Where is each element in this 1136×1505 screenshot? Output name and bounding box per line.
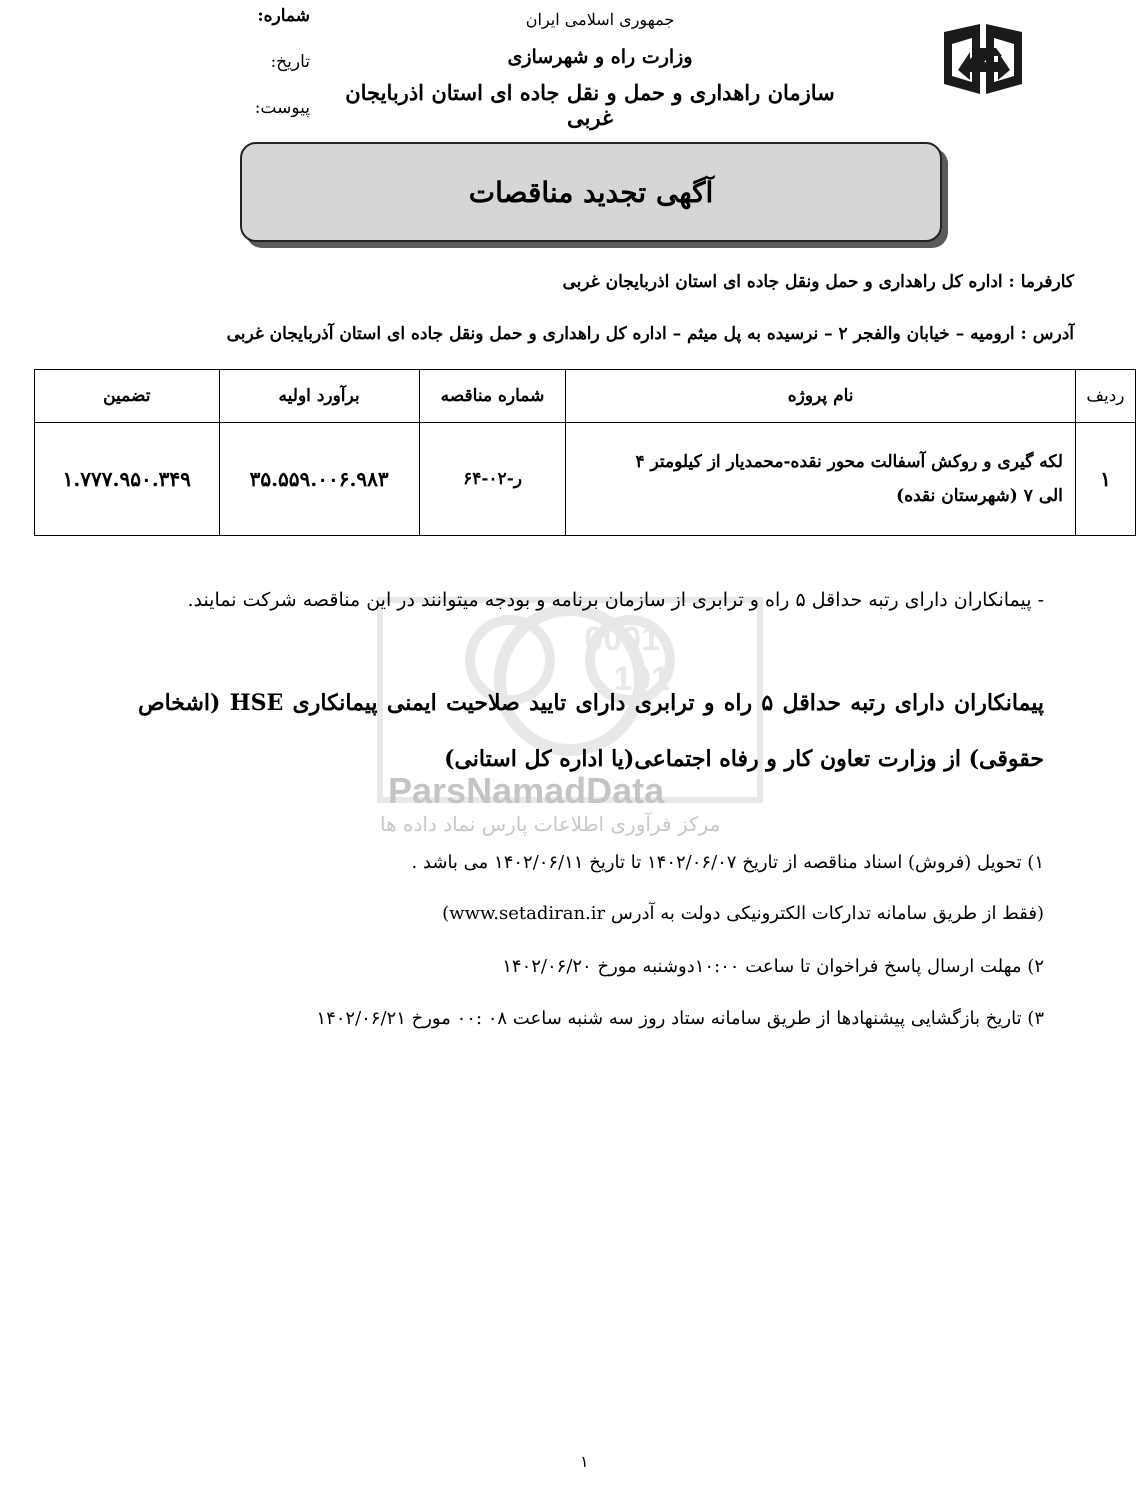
svg-text:101: 101	[613, 660, 670, 698]
attachment-label: پیوست:	[254, 98, 310, 118]
cell-tender-number: ۶۴-ر-۰۲	[419, 423, 566, 536]
republic-title: جمهوری اسلامی ایران	[525, 10, 675, 29]
page-number: ۱	[580, 1452, 589, 1471]
employer-line: کارفرما : اداره کل راهداری و حمل ونقل جاده ای استان اذربایجان غربی	[562, 272, 1074, 292]
item-setad-note: (فقط از طریق سامانه تدارکات الکترونیکی دولت به آدرس www.setadiran.ir)	[442, 903, 1044, 924]
ministry-title: وزارت راه و شهرسازی	[507, 46, 693, 68]
header-tender-number: شماره مناقصه	[419, 370, 566, 423]
header-radif: ردیف	[1075, 370, 1135, 423]
watermark-text: ParsNamadData	[388, 770, 665, 811]
header-bond: تضمین	[35, 370, 220, 423]
svg-text:0001: 0001	[584, 620, 660, 658]
eligibility-paragraph: - پیمانکاران دارای رتبه حداقل ۵ راه و ترابری از سازمان برنامه و بودجه میتوانند در این مناقصه شرکت نمایند.	[187, 589, 1044, 611]
item-document-delivery: ۱) تحویل (فروش) اسناد مناقصه از تاریخ ۱۴۰۲/۰۶/۰۷ تا تاریخ ۱۴۰۲/۰۶/۱۱ می باشد .	[411, 852, 1044, 873]
cell-estimate: ۳۵.۵۵۹.۰۰۶.۹۸۳	[219, 423, 419, 536]
date-label: تاریخ:	[270, 52, 310, 72]
header-estimate: برآورد اولیه	[219, 370, 419, 423]
organization-title: سازمان راهداری و حمل و نقل جاده ای استان اذربایجان غربی	[345, 80, 835, 130]
announcement-title: آگهی تجدید مناقصات	[468, 175, 714, 209]
cell-radif: ۱	[1075, 423, 1135, 536]
address-line: آدرس : ارومیه – خیابان والفجر ۲ – نرسیده به پل میثم – اداره کل راهداری و حمل ونقل جاده ای استان آذربایجان غربی	[226, 324, 1074, 344]
table-header-row	[35, 370, 1136, 423]
cell-project-name	[566, 423, 1076, 536]
road-organization-logo-icon	[940, 22, 1026, 102]
watermark-subtitle: مرکز فرآوری اطلاعات پارس نماد داده ها	[380, 812, 721, 836]
item-response-deadline: ۲) مهلت ارسال پاسخ فراخوان تا ساعت ۱۰:۰۰دوشنبه مورخ ۱۴۰۲/۰۶/۲۰	[502, 956, 1044, 977]
cell-bond: ۱.۷۷۷.۹۵۰.۳۴۹	[35, 423, 220, 536]
announcement-banner	[240, 142, 942, 242]
hse-paragraph: پیمانکاران دارای رتبه حداقل ۵ راه و ترابری دارای تایید صلاحیت ایمنی پیمانکاری HSE (اشخاص حقوقی) از وزارت تعاون کار و رفاه اجتماعی(یا اداره کل استانی)	[138, 690, 1045, 772]
tender-table	[34, 369, 1136, 536]
project-name-line1: لکه گیری و روکش آسفالت محور نقده-محمدیار از کیلومتر ۴	[635, 452, 1063, 472]
header-project-name: نام پروژه	[566, 370, 1076, 423]
project-name-line2: الی ۷ (شهرستان نقده)	[896, 486, 1063, 506]
item-opening-date: ۳) تاریخ بازگشایی پیشنهادها از طریق سامانه ستاد روز سه شنبه ساعت ۰۸ :۰۰ مورخ ۱۴۰۲/۰۶/۲۱	[316, 1008, 1044, 1029]
number-label: شماره:	[257, 6, 310, 26]
table-row	[35, 423, 1136, 536]
